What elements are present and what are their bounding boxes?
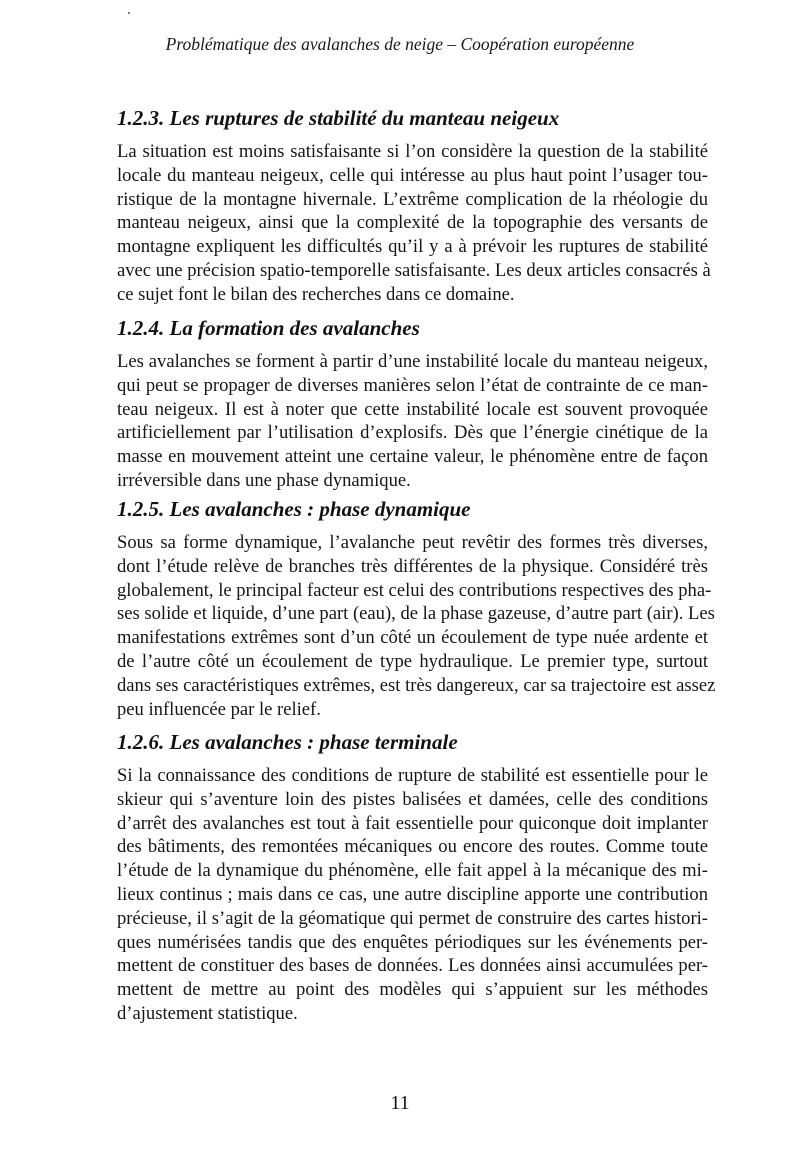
text-line: mettent de constituer des bases de données. Les données ainsi accumulées per-	[117, 955, 708, 977]
text-line: avec une précision spatio-temporelle satisfaisante. Les deux articles consacrés à	[117, 259, 711, 281]
text-line: ques numérisées tandis que des enquêtes périodiques sur les événements per-	[117, 931, 708, 953]
section-heading-1-2-6: 1.2.6. Les avalanches : phase terminale	[117, 730, 458, 754]
text-line: locale du manteau neigeux, celle qui intéresse au plus haut point l’usager tou-	[117, 164, 708, 186]
scan-speck	[128, 12, 130, 14]
text-line: manteau neigeux, ainsi que la complexité de la topographie des versants de	[117, 212, 708, 234]
section-body-1-2-6	[117, 764, 708, 1026]
text-line: lieux continus ; mais dans ce cas, une autre discipline apporte une contribution	[117, 883, 708, 905]
text-line: peu influencée par le relief.	[117, 698, 321, 720]
section-heading-1-2-5: 1.2.5. Les avalanches : phase dynamique	[117, 497, 471, 521]
text-line: montagne expliquent les difficultés qu’il y a à prévoir les ruptures de stabilité	[117, 236, 708, 258]
text-line: Les avalanches se forment à partir d’une instabilité locale du manteau neigeux,	[117, 351, 708, 372]
text-line: ce sujet font le bilan des recherches dans ce domaine.	[117, 283, 515, 305]
text-line: précieuse, il s’agit de la géomatique qui permet de construire des cartes histori-	[117, 907, 708, 929]
page-number: 11	[390, 1092, 410, 1114]
section-body-1-2-3	[117, 140, 711, 307]
text-line: des bâtiments, des remontées mécaniques ou encore des routes. Comme toute	[117, 836, 708, 858]
running-header: Problématique des avalanches de neige – Coopération européenne	[165, 34, 635, 54]
section-heading-1-2-4: 1.2.4. La formation des avalanches	[117, 316, 420, 340]
text-line: qui peut se propager de diverses manières selon l’état de contrainte de ce man-	[117, 374, 708, 396]
text-line: irréversible dans une phase dynamique.	[117, 469, 411, 491]
text-line: skieur qui s’aventure loin des pistes balisées et damées, celle des conditions	[117, 788, 708, 810]
text-line: ristique de la montagne hivernale. L’extrême complication de la rhéologie du	[117, 188, 708, 210]
text-line: artificiellement par l’utilisation d’explosifs. Dès que l’énergie cinétique de la	[117, 422, 708, 444]
text-line: masse en mouvement atteint une certaine valeur, le phénomène entre de façon	[117, 446, 708, 468]
text-line: dans ses caractéristiques extrêmes, est très dangereux, car sa trajectoire est assez	[117, 674, 716, 696]
text-line: mettent de mettre au point des modèles qui s’appuient sur les méthodes	[117, 979, 708, 1001]
text-line: globalement, le principal facteur est celui des contributions respectives des pha-	[117, 579, 712, 601]
text-line: dont l’étude relève de branches très différentes de la physique. Considéré très	[117, 555, 708, 577]
text-line: manifestations extrêmes sont d’un côté un écoulement de type nuée ardente et	[117, 627, 708, 649]
text-line: de l’autre côté un écoulement de type hydraulique. Le premier type, surtout	[117, 650, 708, 672]
text-line: teau neigeux. Il est à noter que cette instabilité locale est souvent provoquée	[117, 398, 708, 420]
text-line: Sous sa forme dynamique, l’avalanche peut revêtir des formes très diverses,	[117, 532, 708, 553]
section-body-1-2-5	[117, 531, 716, 721]
text-line: La situation est moins satisfaisante si l’on considère la question de la stabilité	[117, 141, 708, 162]
text-line: Si la connaissance des conditions de rupture de stabilité est essentielle pour le	[117, 765, 708, 786]
section-heading-1-2-3: 1.2.3. Les ruptures de stabilité du manteau neigeux	[117, 106, 560, 130]
text-line: d’arrêt des avalanches est tout à fait essentielle pour quiconque doit implanter	[117, 812, 708, 834]
text-line: l’étude de la dynamique du phénomène, elle fait appel à la mécanique des mi-	[117, 860, 708, 882]
text-line: d’ajustement statistique.	[117, 1002, 298, 1024]
text-line: ses solide et liquide, d’une part (eau), de la phase gazeuse, d’autre part (air). Les	[117, 603, 715, 625]
section-body-1-2-4	[117, 350, 708, 493]
